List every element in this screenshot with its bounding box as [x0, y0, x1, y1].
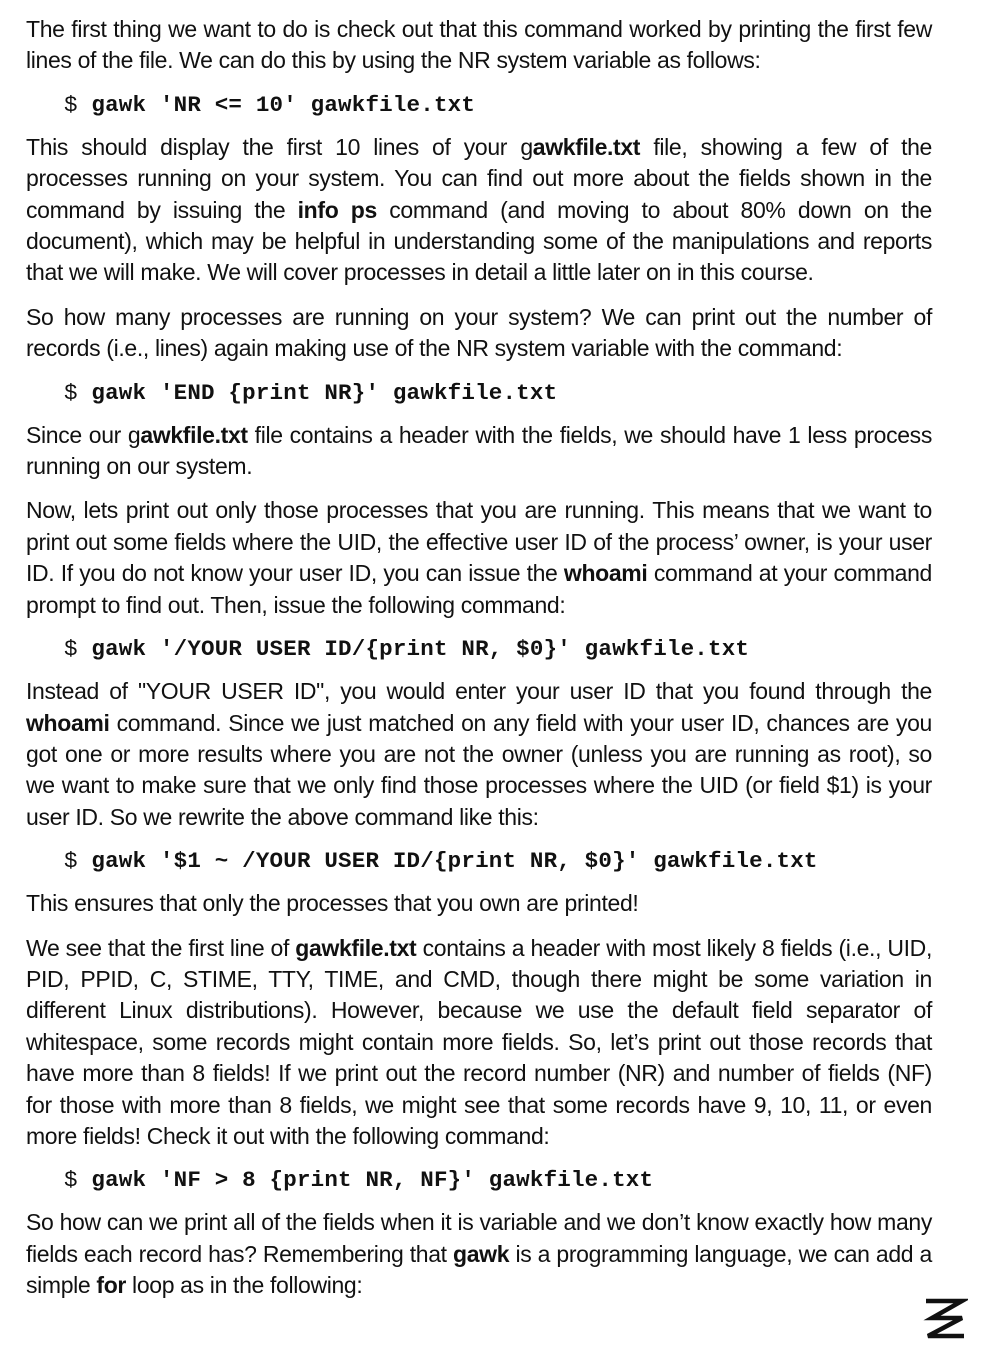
command-text: gawk 'NR <= 10' gawkfile.txt	[91, 91, 476, 118]
command-match-uid-field	[64, 846, 932, 876]
paragraph-8: We see that the first line of gawkfile.txt contains a header with most likely 8 fields (i.e., UID, PID, PPID, C, STIME, TTY, TIME, and CMD, though there might be some variation in different Linux distributions). However, because we use the default field separator of whitespace, some records might contain more fields. So, let’s print out those records that have more than 8 fields! If we print out the record number (NR) and number of fields (NF) for those with more than 8 fields, we might see that some records have 9, 10, 11, or even more fields! Check it out with the following command:	[26, 934, 932, 1149]
command-match-user-id	[64, 634, 932, 664]
command-text: gawk '/YOUR USER ID/{print NR, $0}' gawkfile.txt	[91, 636, 750, 663]
command-text: gawk '$1 ~ /YOUR USER ID/{print NR, $0}' gawkfile.txt	[91, 848, 818, 875]
shell-prompt: $	[64, 1167, 78, 1194]
paragraph-6: Instead of "YOUR USER ID", you would enter your user ID that you found through the whoami command. Since we just matched on any field with your user ID, chances are you got one or more results where you are not the owner (unless you are running as root), so we want to make sure that we only find those processes where the UID (or field $1) is your user ID. So we rewrite the above command like this:	[26, 678, 932, 830]
paragraph-3: So how many processes are running on your system? We can print out the number of records (i.e., lines) again making use of the NR system variable with the command:	[26, 303, 932, 362]
command-end-print-nr	[64, 378, 932, 408]
paragraph-7: This ensures that only the processes that you own are printed!	[26, 890, 639, 917]
command-text: gawk 'END {print NR}' gawkfile.txt	[91, 379, 558, 406]
shell-prompt: $	[64, 636, 78, 663]
document-page	[26, 14, 932, 1315]
paragraph-5: Now, lets print out only those processes that you are running. This means that we want to print out some fields where the UID, the effective user ID of the process’ owner, is your user ID. If you do not know your user ID, you can issue the whoami command at your command prompt to find out. Then, issue the following command:	[26, 497, 932, 618]
command-text: gawk 'NF > 8 {print NR, NF}' gawkfile.txt	[91, 1167, 654, 1194]
command-nr-first-ten	[64, 90, 932, 120]
command-nf-greater-than-eight	[64, 1165, 932, 1195]
paragraph-9: So how can we print all of the fields when it is variable and we don’t know exactly how many fields each record has? Remembering that gawk is a programming language, we can add a simple for loop as in the following:	[26, 1209, 932, 1299]
paragraph-4: Since our gawkfile.txt file contains a header with the fields, we should have 1 less process running on our system.	[26, 421, 932, 480]
paragraph-2: This should display the first 10 lines of your gawkfile.txt file, showing a few of the processes running on your system. You can find out more about the fields shown in the command by issuing the info ps command (and moving to about 80% down on the document), which may be helpful in understanding some of the manipulations and reports that we will make. We will cover processes in detail a little later on in this course.	[26, 133, 932, 286]
shell-prompt: $	[64, 379, 78, 406]
page-number	[922, 1296, 968, 1342]
shell-prompt: $	[64, 848, 78, 875]
paragraph-1: The first thing we want to do is check out that this command worked by printing the first few lines of the file. We can do this by using the NR system variable as follows:	[26, 16, 932, 74]
shell-prompt: $	[64, 91, 78, 118]
